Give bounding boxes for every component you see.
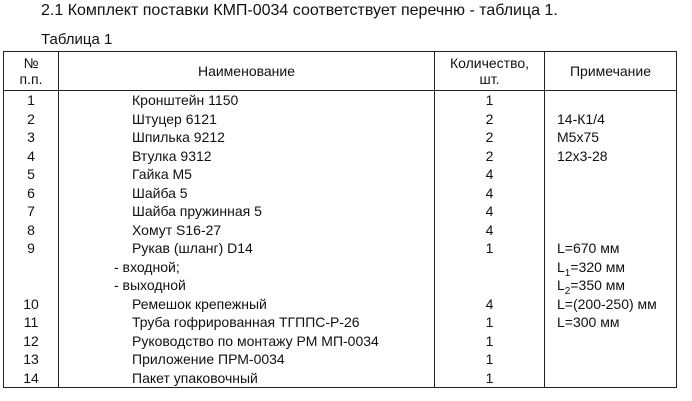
cell-num: 7 — [4, 202, 59, 221]
cell-note: 12х3-28 — [545, 147, 677, 166]
header-num — [4, 52, 59, 91]
table-row — [4, 295, 677, 314]
cell-name: Кронштейн 1150 — [59, 91, 435, 110]
header-qty-line1: Количество, — [449, 55, 530, 71]
cell-name: Шайба пружинная 5 — [59, 202, 435, 221]
cell-qty: 2 — [435, 147, 545, 166]
cell-qty: 4 — [435, 221, 545, 240]
note-prefix: L — [557, 277, 565, 293]
table-row — [4, 91, 677, 110]
cell-note — [545, 258, 677, 277]
header-num-line1: № — [23, 55, 39, 71]
cell-note — [545, 221, 677, 240]
cell-note: М5х75 — [545, 128, 677, 147]
note-suffix: =320 мм — [570, 258, 626, 275]
cell-qty — [435, 258, 545, 277]
cell-name: Втулка 9312 — [59, 147, 435, 166]
cell-note: L=670 мм — [545, 239, 677, 258]
cell-num: 11 — [4, 313, 59, 332]
cell-note — [545, 165, 677, 184]
header-name: Наименование — [59, 52, 435, 91]
table-row — [4, 110, 677, 129]
cell-note — [545, 184, 677, 203]
cell-name: Труба гофрированная ТГППС-Р-26 — [59, 313, 435, 332]
cell-qty: 4 — [435, 295, 545, 314]
table-caption: Таблица 1 — [41, 31, 113, 48]
cell-name: Гайка М5 — [59, 165, 435, 184]
table-row — [4, 128, 677, 147]
cell-qty: 4 — [435, 184, 545, 203]
cell-num: 13 — [4, 350, 59, 369]
cell-num: 12 — [4, 332, 59, 351]
note-subscript: 1 — [564, 267, 571, 276]
table-row — [4, 147, 677, 166]
cell-num: 6 — [4, 184, 59, 203]
cell-qty: 1 — [435, 91, 545, 110]
cell-num: 3 — [4, 128, 59, 147]
table-row — [4, 221, 677, 240]
cell-num: 5 — [4, 165, 59, 184]
table-row — [4, 184, 677, 203]
section-heading: 2.1 Комплект поставки КМП-0034 соответствует перечню - таблица 1. — [41, 2, 558, 19]
cell-num: 14 — [4, 369, 59, 388]
table-row — [4, 332, 677, 351]
cell-num: 8 — [4, 221, 59, 240]
cell-note: L=300 мм — [545, 313, 677, 332]
cell-name: - входной; — [59, 258, 435, 277]
cell-name: Хомут S16-27 — [59, 221, 435, 240]
cell-name: Ремешок крепежный — [59, 295, 435, 314]
cell-note: L=(200-250) мм — [545, 295, 677, 314]
header-num-line2: п.п. — [19, 71, 43, 87]
cell-note — [545, 350, 677, 369]
cell-name: Шайба 5 — [59, 184, 435, 203]
cell-qty: 2 — [435, 128, 545, 147]
cell-note — [545, 202, 677, 221]
cell-num — [4, 276, 59, 295]
cell-qty: 4 — [435, 202, 545, 221]
cell-qty: 4 — [435, 165, 545, 184]
note-prefix: L — [557, 258, 565, 275]
table-row — [4, 350, 677, 369]
header-qty — [435, 52, 545, 91]
cell-qty: 1 — [435, 350, 545, 369]
cell-num: 4 — [4, 147, 59, 166]
note-suffix: =350 мм — [570, 277, 626, 293]
table-row — [4, 258, 677, 277]
table-row — [4, 313, 677, 332]
table-row — [4, 276, 677, 295]
cell-note — [545, 332, 677, 351]
cell-name: Рукав (шланг) D14 — [59, 239, 435, 258]
header-note: Примечание — [545, 52, 677, 91]
cell-num: 10 — [4, 295, 59, 314]
cell-note — [545, 276, 677, 295]
cell-num: 1 — [4, 91, 59, 110]
note-subscript: 2 — [564, 285, 571, 295]
cell-name: Руководство по монтажу РМ МП-0034 — [59, 332, 435, 351]
cell-note — [545, 369, 677, 388]
delivery-set-table — [3, 51, 677, 388]
table-row — [4, 165, 677, 184]
cell-qty: 2 — [435, 110, 545, 129]
table-row — [4, 202, 677, 221]
table-header-row — [4, 52, 677, 91]
table-row — [4, 239, 677, 258]
cell-name: Пакет упаковочный — [59, 369, 435, 388]
cell-qty: 1 — [435, 239, 545, 258]
cell-note — [545, 91, 677, 110]
cell-num: 9 — [4, 239, 59, 258]
cell-name: Штуцер 6121 — [59, 110, 435, 129]
cell-qty: 1 — [435, 332, 545, 351]
cell-name: Шпилька 9212 — [59, 128, 435, 147]
cell-qty: 1 — [435, 313, 545, 332]
header-qty-line2: шт. — [479, 71, 500, 87]
cell-note: 14-К1/4 — [545, 110, 677, 129]
cell-qty — [435, 276, 545, 295]
cell-qty: 1 — [435, 369, 545, 388]
cell-num — [4, 258, 59, 277]
cell-num: 2 — [4, 110, 59, 129]
cell-name: - выходной — [59, 276, 435, 295]
cell-name: Приложение ПРМ-0034 — [59, 350, 435, 369]
table-row — [4, 369, 677, 388]
